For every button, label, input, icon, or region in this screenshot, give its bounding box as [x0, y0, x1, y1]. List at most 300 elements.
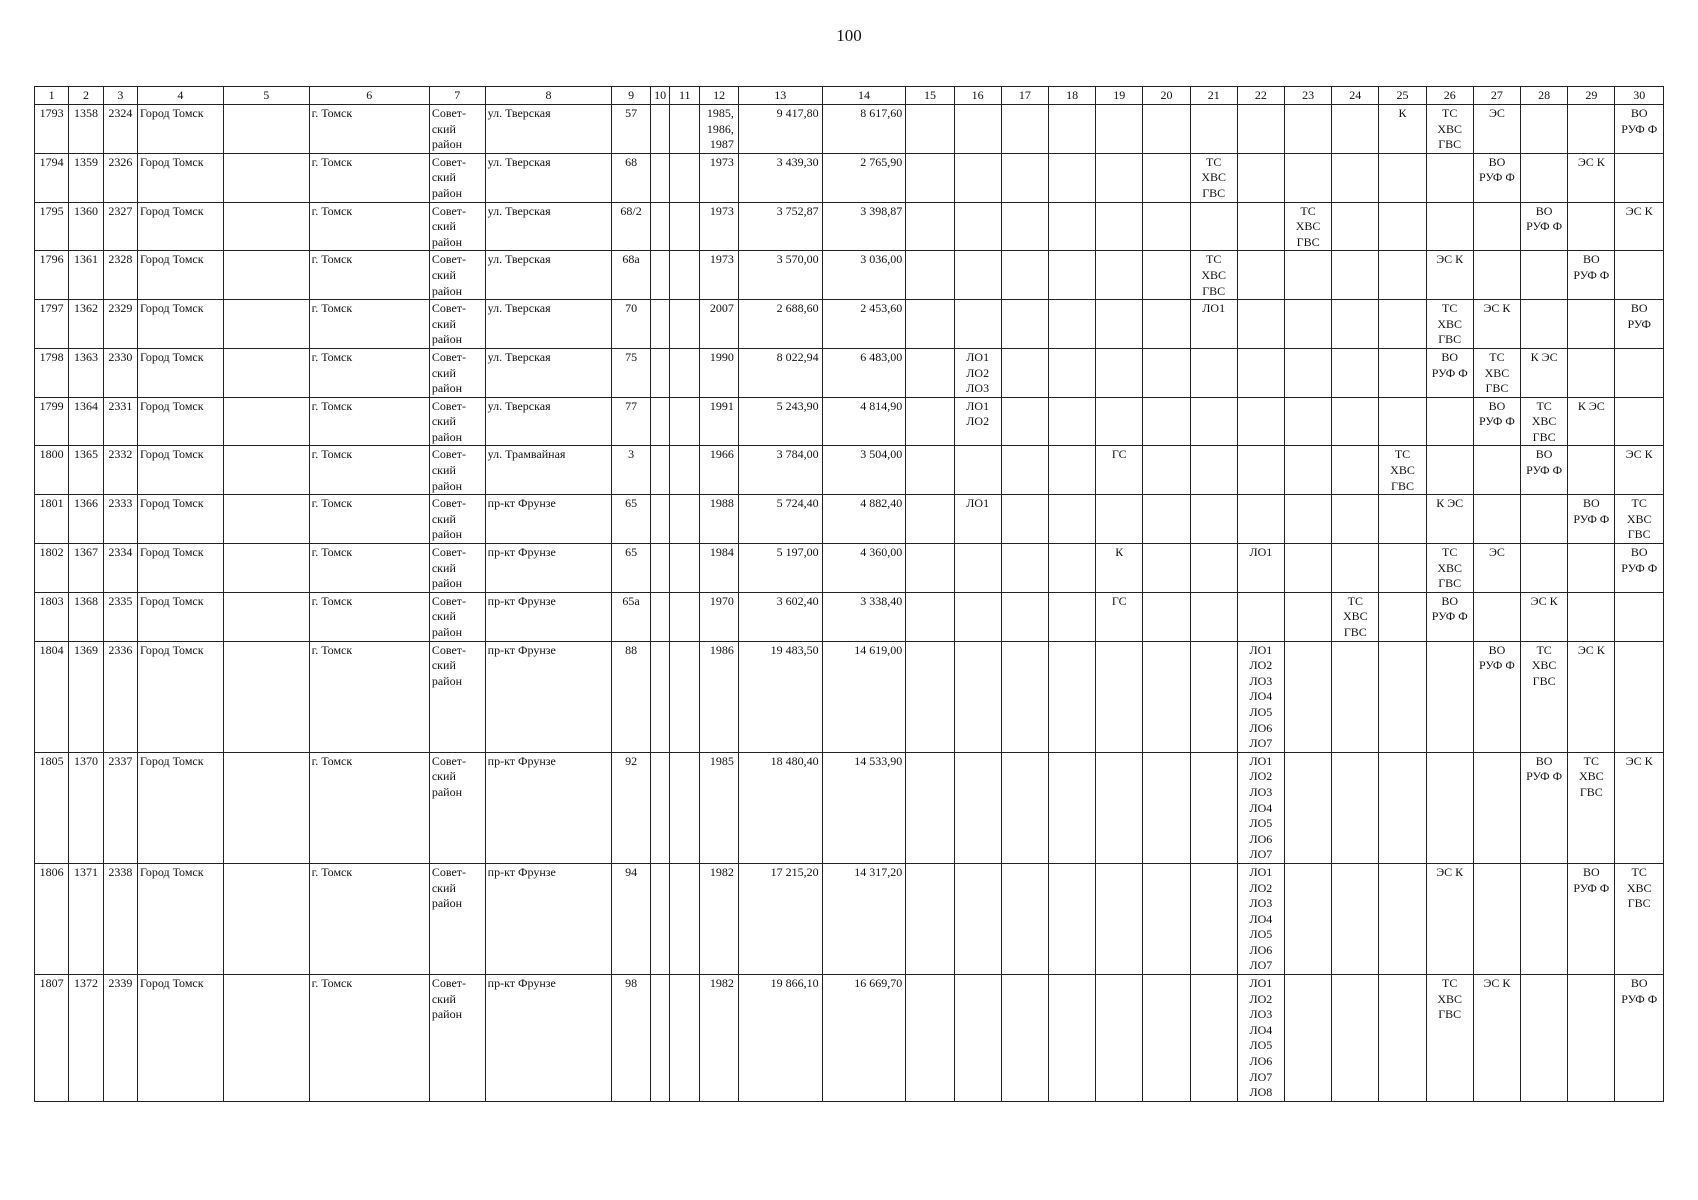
column-header-17: 17 — [1001, 87, 1048, 105]
table-cell-col-28: ВО РУФ Ф — [1521, 752, 1568, 863]
table-cell-col-19: К — [1096, 544, 1143, 593]
table-cell-col-8: ул. Трамвайная — [485, 446, 612, 495]
table-cell-col-5 — [223, 153, 309, 202]
table-cell-col-16 — [954, 752, 1001, 863]
table-cell-col-18 — [1048, 153, 1095, 202]
table-cell-col-14: 3 504,00 — [822, 446, 906, 495]
table-cell-col-15 — [906, 641, 954, 752]
column-header-11: 11 — [670, 87, 700, 105]
table-cell-col-14: 16 669,70 — [822, 975, 906, 1102]
table-cell-col-2: 1363 — [69, 348, 103, 397]
table-cell-col-29: ЭС К — [1568, 641, 1615, 752]
table-cell-col-7: Совет- ский район — [429, 975, 485, 1102]
table-cell-col-19 — [1096, 397, 1143, 446]
table-cell-col-12: 1985 — [700, 752, 739, 863]
table-cell-col-3: 2332 — [103, 446, 137, 495]
table-cell-col-21 — [1190, 495, 1237, 544]
table-row — [35, 975, 1664, 1102]
table-cell-col-7: Совет- ский район — [429, 348, 485, 397]
table-cell-col-2: 1372 — [69, 975, 103, 1102]
table-cell-col-21 — [1190, 446, 1237, 495]
table-cell-col-3: 2324 — [103, 105, 137, 154]
table-cell-col-6: г. Томск — [309, 202, 429, 251]
table-cell-col-24 — [1332, 348, 1379, 397]
table-cell-col-20 — [1143, 300, 1190, 349]
table-cell-col-23 — [1285, 863, 1332, 974]
table-cell-col-25 — [1379, 397, 1426, 446]
table-cell-col-29 — [1568, 592, 1615, 641]
table-cell-col-9: 68/2 — [612, 202, 651, 251]
column-header-27: 27 — [1473, 87, 1520, 105]
table-cell-col-8: пр-кт Фрунзе — [485, 544, 612, 593]
table-cell-col-16 — [954, 863, 1001, 974]
table-cell-col-9: 65 — [612, 544, 651, 593]
table-cell-col-27: ЭС — [1473, 544, 1520, 593]
table-cell-col-3: 2331 — [103, 397, 137, 446]
table-cell-col-24 — [1332, 300, 1379, 349]
table-cell-col-7: Совет- ский район — [429, 251, 485, 300]
table-cell-col-23 — [1285, 752, 1332, 863]
table-cell-col-8: пр-кт Фрунзе — [485, 641, 612, 752]
table-cell-col-28: ТС ХВС ГВС — [1521, 397, 1568, 446]
table-cell-col-5 — [223, 641, 309, 752]
column-header-1: 1 — [35, 87, 69, 105]
table-cell-col-23 — [1285, 446, 1332, 495]
table-cell-col-5 — [223, 446, 309, 495]
table-cell-col-28 — [1521, 251, 1568, 300]
table-cell-col-28: К ЭС — [1521, 348, 1568, 397]
table-cell-col-23 — [1285, 641, 1332, 752]
table-cell-col-8: ул. Тверская — [485, 348, 612, 397]
table-cell-col-17 — [1001, 592, 1048, 641]
table-cell-col-10 — [650, 446, 669, 495]
table-cell-col-17 — [1001, 397, 1048, 446]
table-cell-col-29: К ЭС — [1568, 397, 1615, 446]
table-cell-col-11 — [670, 202, 700, 251]
table-cell-col-7: Совет- ский район — [429, 446, 485, 495]
table-cell-col-3: 2329 — [103, 300, 137, 349]
table-cell-col-10 — [650, 495, 669, 544]
table-cell-col-20 — [1143, 202, 1190, 251]
table-cell-col-27 — [1473, 495, 1520, 544]
table-cell-col-15 — [906, 202, 954, 251]
table-cell-col-18 — [1048, 300, 1095, 349]
table-cell-col-4: Город Томск — [137, 446, 223, 495]
table-cell-col-30 — [1615, 641, 1664, 752]
table-cell-col-29 — [1568, 446, 1615, 495]
column-header-24: 24 — [1332, 87, 1379, 105]
table-cell-col-11 — [670, 544, 700, 593]
table-cell-col-25 — [1379, 153, 1426, 202]
column-header-3: 3 — [103, 87, 137, 105]
table-cell-col-10 — [650, 105, 669, 154]
table-cell-col-17 — [1001, 641, 1048, 752]
table-cell-col-25: ТС ХВС ГВС — [1379, 446, 1426, 495]
table-cell-col-3: 2336 — [103, 641, 137, 752]
column-header-9: 9 — [612, 87, 651, 105]
column-header-12: 12 — [700, 87, 739, 105]
table-cell-col-24 — [1332, 153, 1379, 202]
column-header-28: 28 — [1521, 87, 1568, 105]
table-cell-col-22: ЛО1 ЛО2 ЛО3 ЛО4 ЛО5 ЛО6 ЛО7 ЛО8 — [1237, 975, 1284, 1102]
table-cell-col-16 — [954, 975, 1001, 1102]
table-cell-col-19 — [1096, 105, 1143, 154]
table-cell-col-20 — [1143, 251, 1190, 300]
table-cell-col-15 — [906, 251, 954, 300]
table-row — [35, 544, 1664, 593]
table-cell-col-8: ул. Тверская — [485, 300, 612, 349]
table-cell-col-16 — [954, 592, 1001, 641]
table-cell-col-24 — [1332, 752, 1379, 863]
table-cell-col-21 — [1190, 975, 1237, 1102]
table-cell-col-17 — [1001, 975, 1048, 1102]
column-header-5: 5 — [223, 87, 309, 105]
table-cell-col-7: Совет- ский район — [429, 863, 485, 974]
table-cell-col-1: 1798 — [35, 348, 69, 397]
table-cell-col-19 — [1096, 251, 1143, 300]
table-cell-col-29 — [1568, 105, 1615, 154]
table-row — [35, 153, 1664, 202]
table-cell-col-8: пр-кт Фрунзе — [485, 752, 612, 863]
table-cell-col-6: г. Томск — [309, 592, 429, 641]
table-cell-col-7: Совет- ский район — [429, 592, 485, 641]
table-row — [35, 251, 1664, 300]
table-cell-col-8: ул. Тверская — [485, 105, 612, 154]
table-cell-col-26 — [1426, 202, 1473, 251]
table-cell-col-13: 5 724,40 — [738, 495, 822, 544]
table-cell-col-25 — [1379, 300, 1426, 349]
table-cell-col-17 — [1001, 300, 1048, 349]
table-cell-col-13: 18 480,40 — [738, 752, 822, 863]
table-cell-col-29 — [1568, 300, 1615, 349]
table-cell-col-28 — [1521, 975, 1568, 1102]
table-cell-col-14: 14 619,00 — [822, 641, 906, 752]
table-cell-col-15 — [906, 446, 954, 495]
table-cell-col-25 — [1379, 863, 1426, 974]
table-cell-col-26 — [1426, 446, 1473, 495]
table-cell-col-15 — [906, 495, 954, 544]
table-cell-col-28: ВО РУФ Ф — [1521, 446, 1568, 495]
table-cell-col-27 — [1473, 592, 1520, 641]
table-cell-col-3: 2328 — [103, 251, 137, 300]
table-cell-col-13: 3 752,87 — [738, 202, 822, 251]
table-cell-col-15 — [906, 348, 954, 397]
table-cell-col-30: ТС ХВС ГВС — [1615, 863, 1664, 974]
table-cell-col-14: 8 617,60 — [822, 105, 906, 154]
table-cell-col-2: 1365 — [69, 446, 103, 495]
table-cell-col-5 — [223, 863, 309, 974]
table-cell-col-2: 1358 — [69, 105, 103, 154]
table-cell-col-5 — [223, 105, 309, 154]
table-cell-col-22 — [1237, 153, 1284, 202]
table-cell-col-30: ВО РУФ — [1615, 300, 1664, 349]
table-cell-col-20 — [1143, 641, 1190, 752]
table-cell-col-17 — [1001, 348, 1048, 397]
table-cell-col-9: 92 — [612, 752, 651, 863]
column-header-16: 16 — [954, 87, 1001, 105]
table-cell-col-10 — [650, 641, 669, 752]
table-cell-col-20 — [1143, 752, 1190, 863]
table-cell-col-24 — [1332, 975, 1379, 1102]
table-cell-col-7: Совет- ский район — [429, 153, 485, 202]
column-header-18: 18 — [1048, 87, 1095, 105]
table-cell-col-15 — [906, 105, 954, 154]
table-cell-col-18 — [1048, 544, 1095, 593]
table-cell-col-28 — [1521, 105, 1568, 154]
table-cell-col-26: ТС ХВС ГВС — [1426, 544, 1473, 593]
table-cell-col-27: ЭС К — [1473, 300, 1520, 349]
table-cell-col-3: 2330 — [103, 348, 137, 397]
table-cell-col-5 — [223, 495, 309, 544]
table-cell-col-8: пр-кт Фрунзе — [485, 975, 612, 1102]
table-cell-col-4: Город Томск — [137, 397, 223, 446]
table-cell-col-10 — [650, 348, 669, 397]
table-cell-col-16 — [954, 202, 1001, 251]
table-cell-col-12: 1973 — [700, 251, 739, 300]
table-cell-col-6: г. Томск — [309, 153, 429, 202]
table-cell-col-3: 2326 — [103, 153, 137, 202]
table-cell-col-30: ВО РУФ Ф — [1615, 975, 1664, 1102]
table-cell-col-17 — [1001, 544, 1048, 593]
table-cell-col-14: 3 338,40 — [822, 592, 906, 641]
table-cell-col-3: 2327 — [103, 202, 137, 251]
table-cell-col-13: 8 022,94 — [738, 348, 822, 397]
table-cell-col-24 — [1332, 202, 1379, 251]
table-cell-col-20 — [1143, 863, 1190, 974]
table-cell-col-10 — [650, 251, 669, 300]
table-cell-col-16: ЛО1 ЛО2 ЛО3 — [954, 348, 1001, 397]
table-cell-col-11 — [670, 641, 700, 752]
table-cell-col-26: ТС ХВС ГВС — [1426, 300, 1473, 349]
table-cell-col-7: Совет- ский район — [429, 397, 485, 446]
table-cell-col-23 — [1285, 153, 1332, 202]
table-cell-col-22: ЛО1 ЛО2 ЛО3 ЛО4 ЛО5 ЛО6 ЛО7 — [1237, 863, 1284, 974]
table-cell-col-21 — [1190, 544, 1237, 593]
table-cell-col-8: пр-кт Фрунзе — [485, 495, 612, 544]
table-cell-col-22 — [1237, 300, 1284, 349]
table-cell-col-1: 1802 — [35, 544, 69, 593]
table-cell-col-19 — [1096, 202, 1143, 251]
table-cell-col-17 — [1001, 446, 1048, 495]
table-cell-col-14: 14 533,90 — [822, 752, 906, 863]
table-cell-col-13: 17 215,20 — [738, 863, 822, 974]
table-cell-col-2: 1359 — [69, 153, 103, 202]
table-cell-col-2: 1367 — [69, 544, 103, 593]
table-cell-col-24 — [1332, 251, 1379, 300]
table-cell-col-1: 1807 — [35, 975, 69, 1102]
table-cell-col-8: ул. Тверская — [485, 251, 612, 300]
table-cell-col-21 — [1190, 397, 1237, 446]
table-cell-col-12: 1988 — [700, 495, 739, 544]
table-cell-col-23 — [1285, 975, 1332, 1102]
table-cell-col-4: Город Томск — [137, 863, 223, 974]
table-cell-col-1: 1800 — [35, 446, 69, 495]
table-cell-col-24 — [1332, 544, 1379, 593]
table-row — [35, 641, 1664, 752]
table-cell-col-14: 3 398,87 — [822, 202, 906, 251]
table-cell-col-6: г. Томск — [309, 105, 429, 154]
table-cell-col-15 — [906, 153, 954, 202]
table-cell-col-20 — [1143, 975, 1190, 1102]
table-cell-col-11 — [670, 752, 700, 863]
table-cell-col-24 — [1332, 105, 1379, 154]
table-cell-col-9: 77 — [612, 397, 651, 446]
table-cell-col-25 — [1379, 348, 1426, 397]
table-cell-col-3: 2335 — [103, 592, 137, 641]
table-cell-col-2: 1371 — [69, 863, 103, 974]
table-cell-col-7: Совет- ский район — [429, 544, 485, 593]
table-cell-col-1: 1797 — [35, 300, 69, 349]
column-header-8: 8 — [485, 87, 612, 105]
table-cell-col-7: Совет- ский район — [429, 202, 485, 251]
table-cell-col-1: 1794 — [35, 153, 69, 202]
table-cell-col-22: ЛО1 ЛО2 ЛО3 ЛО4 ЛО5 ЛО6 ЛО7 — [1237, 752, 1284, 863]
table-cell-col-30: ТС ХВС ГВС — [1615, 495, 1664, 544]
table-cell-col-29 — [1568, 544, 1615, 593]
table-cell-col-26 — [1426, 153, 1473, 202]
column-header-30: 30 — [1615, 87, 1664, 105]
table-cell-col-22 — [1237, 446, 1284, 495]
table-cell-col-20 — [1143, 105, 1190, 154]
table-cell-col-12: 1986 — [700, 641, 739, 752]
table-row — [35, 300, 1664, 349]
table-cell-col-11 — [670, 863, 700, 974]
column-header-29: 29 — [1568, 87, 1615, 105]
table-cell-col-27 — [1473, 446, 1520, 495]
table-cell-col-10 — [650, 863, 669, 974]
table-cell-col-9: 68а — [612, 251, 651, 300]
table-cell-col-17 — [1001, 153, 1048, 202]
table-cell-col-4: Город Томск — [137, 300, 223, 349]
table-cell-col-20 — [1143, 397, 1190, 446]
table-cell-col-7: Совет- ский район — [429, 300, 485, 349]
table-cell-col-21: ТС ХВС ГВС — [1190, 251, 1237, 300]
table-cell-col-30 — [1615, 348, 1664, 397]
table-cell-col-23 — [1285, 300, 1332, 349]
column-header-23: 23 — [1285, 87, 1332, 105]
table-cell-col-26: ВО РУФ Ф — [1426, 592, 1473, 641]
table-cell-col-25 — [1379, 752, 1426, 863]
table-cell-col-19 — [1096, 495, 1143, 544]
table-cell-col-13: 3 439,30 — [738, 153, 822, 202]
table-row — [35, 863, 1664, 974]
table-cell-col-2: 1370 — [69, 752, 103, 863]
table-cell-col-17 — [1001, 752, 1048, 863]
table-cell-col-1: 1796 — [35, 251, 69, 300]
table-cell-col-26 — [1426, 752, 1473, 863]
column-header-10: 10 — [650, 87, 669, 105]
table-cell-col-28 — [1521, 153, 1568, 202]
column-header-14: 14 — [822, 87, 906, 105]
table-cell-col-29 — [1568, 975, 1615, 1102]
table-cell-col-2: 1368 — [69, 592, 103, 641]
table-cell-col-27 — [1473, 752, 1520, 863]
table-cell-col-15 — [906, 975, 954, 1102]
table-cell-col-24 — [1332, 397, 1379, 446]
table-cell-col-16 — [954, 446, 1001, 495]
table-cell-col-19 — [1096, 752, 1143, 863]
table-cell-col-18 — [1048, 397, 1095, 446]
column-header-13: 13 — [738, 87, 822, 105]
table-cell-col-29: ВО РУФ Ф — [1568, 863, 1615, 974]
table-cell-col-16 — [954, 153, 1001, 202]
table-cell-col-6: г. Томск — [309, 397, 429, 446]
table-cell-col-8: пр-кт Фрунзе — [485, 592, 612, 641]
table-cell-col-27 — [1473, 863, 1520, 974]
housing-register-table — [34, 86, 1664, 1102]
table-cell-col-9: 65а — [612, 592, 651, 641]
table-cell-col-4: Город Томск — [137, 348, 223, 397]
table-cell-col-13: 3 570,00 — [738, 251, 822, 300]
table-cell-col-24 — [1332, 446, 1379, 495]
table-cell-col-18 — [1048, 641, 1095, 752]
table-cell-col-11 — [670, 592, 700, 641]
table-cell-col-5 — [223, 975, 309, 1102]
table-cell-col-2: 1366 — [69, 495, 103, 544]
table-cell-col-1: 1804 — [35, 641, 69, 752]
table-cell-col-24 — [1332, 863, 1379, 974]
table-cell-col-12: 1991 — [700, 397, 739, 446]
table-row — [35, 495, 1664, 544]
table-cell-col-21 — [1190, 863, 1237, 974]
table-cell-col-16: ЛО1 ЛО2 — [954, 397, 1001, 446]
table-cell-col-21 — [1190, 202, 1237, 251]
table-cell-col-23: ТС ХВС ГВС — [1285, 202, 1332, 251]
table-cell-col-15 — [906, 863, 954, 974]
table-cell-col-8: пр-кт Фрунзе — [485, 863, 612, 974]
table-cell-col-1: 1795 — [35, 202, 69, 251]
table-cell-col-10 — [650, 592, 669, 641]
table-cell-col-12: 1973 — [700, 202, 739, 251]
table-cell-col-12: 1985, 1986, 1987 — [700, 105, 739, 154]
table-cell-col-18 — [1048, 251, 1095, 300]
table-cell-col-12: 1990 — [700, 348, 739, 397]
table-cell-col-5 — [223, 592, 309, 641]
table-cell-col-20 — [1143, 495, 1190, 544]
table-cell-col-5 — [223, 300, 309, 349]
table-cell-col-28 — [1521, 863, 1568, 974]
table-cell-col-30: ВО РУФ Ф — [1615, 105, 1664, 154]
table-cell-col-18 — [1048, 446, 1095, 495]
table-cell-col-23 — [1285, 397, 1332, 446]
table-cell-col-21 — [1190, 348, 1237, 397]
table-cell-col-14: 4 882,40 — [822, 495, 906, 544]
page-number: 100 — [836, 26, 862, 45]
column-header-15: 15 — [906, 87, 954, 105]
table-cell-col-9: 88 — [612, 641, 651, 752]
table-cell-col-14: 3 036,00 — [822, 251, 906, 300]
table-cell-col-12: 1973 — [700, 153, 739, 202]
table-cell-col-11 — [670, 446, 700, 495]
table-row — [35, 348, 1664, 397]
table-cell-col-10 — [650, 202, 669, 251]
table-cell-col-20 — [1143, 544, 1190, 593]
table-cell-col-13: 5 197,00 — [738, 544, 822, 593]
table-cell-col-16 — [954, 251, 1001, 300]
table-cell-col-6: г. Томск — [309, 863, 429, 974]
table-cell-col-4: Город Томск — [137, 495, 223, 544]
table-cell-col-14: 4 360,00 — [822, 544, 906, 593]
table-cell-col-20 — [1143, 153, 1190, 202]
table-cell-col-19: ГС — [1096, 592, 1143, 641]
table-cell-col-7: Совет- ский район — [429, 752, 485, 863]
table-cell-col-9: 98 — [612, 975, 651, 1102]
column-header-26: 26 — [1426, 87, 1473, 105]
column-header-22: 22 — [1237, 87, 1284, 105]
table-cell-col-12: 1982 — [700, 975, 739, 1102]
table-cell-col-24 — [1332, 641, 1379, 752]
table-cell-col-8: ул. Тверская — [485, 397, 612, 446]
